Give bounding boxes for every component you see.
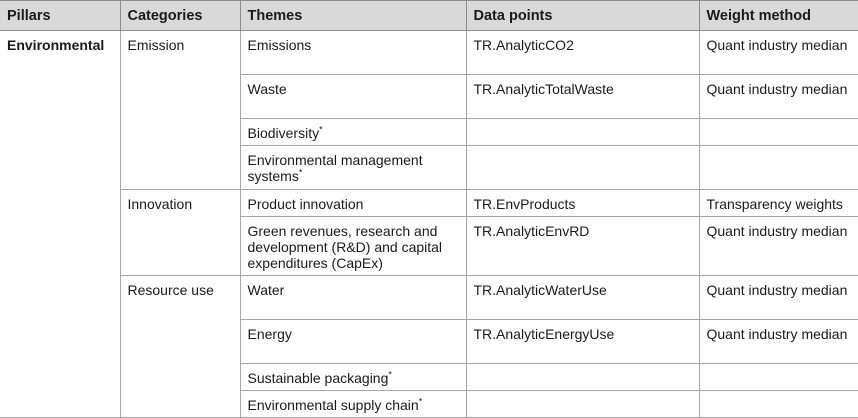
theme-cell [240, 31, 466, 75]
data-point-cell: TR.AnalyticCO2 [466, 31, 699, 75]
theme-text: Sustainable packaging [247, 370, 389, 386]
theme-text: Energy [247, 326, 292, 342]
pillar-cell: Environmental [0, 31, 120, 418]
theme-cell [240, 391, 466, 418]
weight-method-cell: Quant industry median [699, 75, 858, 119]
data-point-cell: TR.AnalyticTotalWaste [466, 75, 699, 119]
asterisk-mark: * [388, 369, 392, 380]
theme-text: Environmental supply chain [247, 397, 419, 413]
table-row [0, 31, 858, 75]
data-point-cell [466, 119, 699, 146]
data-point-cell [466, 364, 699, 391]
weight-method-cell [699, 391, 858, 418]
weight-method-cell: Quant industry median [699, 320, 858, 364]
weight-method-cell: Transparency weights [699, 190, 858, 217]
weight-method-cell: Quant industry median [699, 217, 858, 276]
theme-text: Environmental management systems [247, 152, 423, 184]
category-cell-resource-use: Resource use [120, 276, 240, 418]
weight-method-cell [699, 119, 858, 146]
theme-cell [240, 320, 466, 364]
category-cell-innovation: Innovation [120, 190, 240, 276]
table-header-row [0, 1, 858, 31]
header-weight-method: Weight method [699, 1, 858, 31]
data-point-cell [466, 146, 699, 190]
table-row [0, 190, 858, 217]
header-themes: Themes [240, 1, 466, 31]
theme-cell [240, 119, 466, 146]
data-point-cell: TR.AnalyticEnvRD [466, 217, 699, 276]
data-point-cell: TR.EnvProducts [466, 190, 699, 217]
theme-cell [240, 146, 466, 190]
theme-text: Green revenues, research and development (R&D) and capital expenditures (CapEx) [247, 223, 443, 271]
table-row [0, 276, 858, 320]
header-categories: Categories [120, 1, 240, 31]
category-cell-emission: Emission [120, 31, 240, 190]
theme-text: Waste [247, 81, 287, 97]
theme-text: Product innovation [247, 196, 364, 212]
asterisk-mark: * [319, 124, 323, 135]
theme-cell [240, 276, 466, 320]
data-point-cell [466, 391, 699, 418]
weight-method-cell: Quant industry median [699, 31, 858, 75]
theme-text: Water [247, 282, 285, 298]
theme-cell [240, 217, 466, 276]
weight-method-cell: Quant industry median [699, 276, 858, 320]
asterisk-mark: * [418, 396, 423, 407]
weight-method-cell [699, 364, 858, 391]
theme-cell [240, 364, 466, 391]
theme-cell [240, 75, 466, 119]
data-point-cell: TR.AnalyticEnergyUse [466, 320, 699, 364]
header-pillars: Pillars [0, 1, 120, 31]
asterisk-mark: * [298, 167, 303, 178]
theme-text: Emissions [247, 37, 312, 53]
theme-text: Biodiversity [247, 125, 320, 141]
header-data-points: Data points [466, 1, 699, 31]
theme-cell [240, 190, 466, 217]
data-point-cell: TR.AnalyticWaterUse [466, 276, 699, 320]
weight-method-cell [699, 146, 858, 190]
